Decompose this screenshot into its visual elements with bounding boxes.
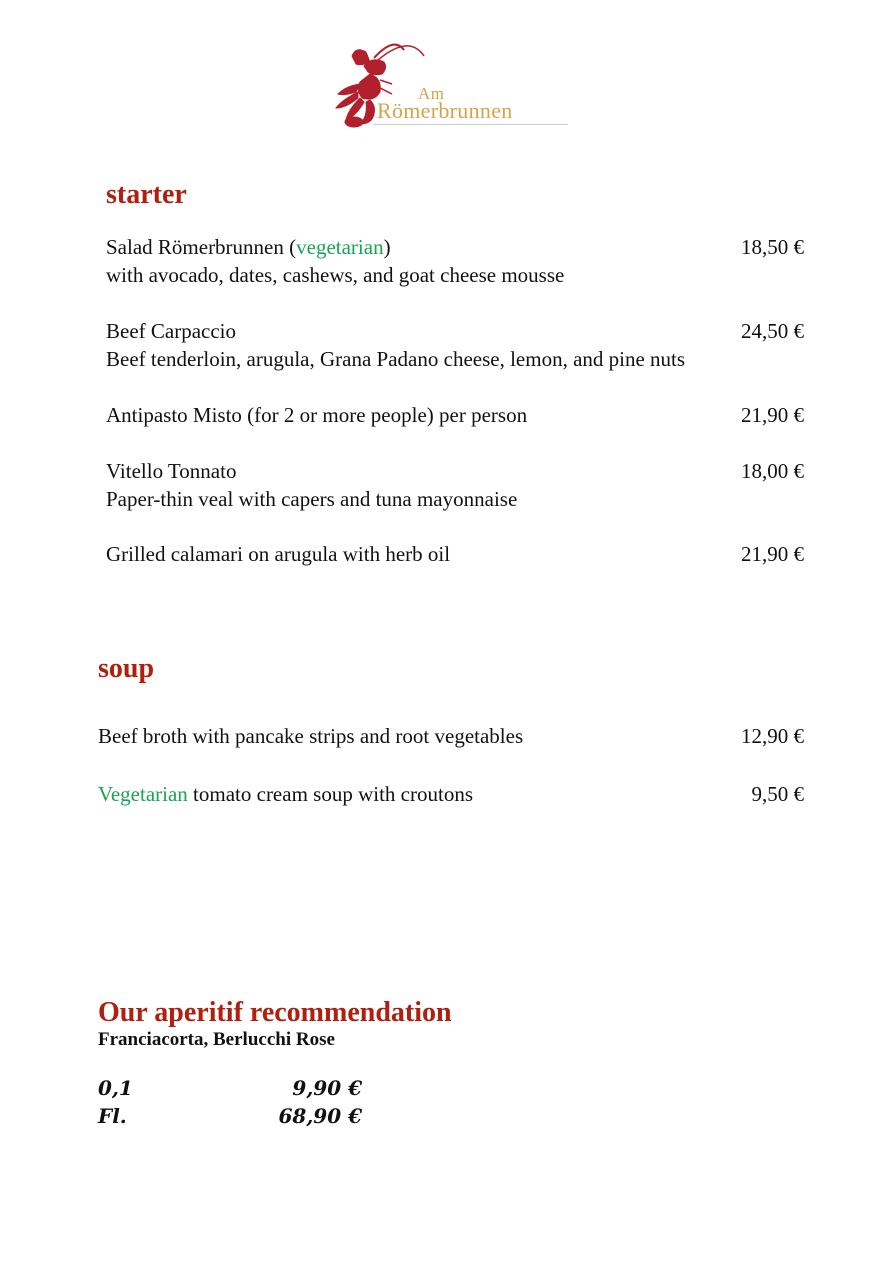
vegetarian-tag: Vegetarian: [98, 782, 188, 806]
menu-item-price: 21,90 €: [741, 403, 804, 427]
menu-item-name: Beef Carpaccio: [106, 319, 237, 343]
menu-item-price: 12,90 €: [741, 724, 804, 748]
menu-item-name: Salad Römerbrunnen (vegetarian): [106, 235, 391, 259]
logo-divider: [374, 124, 568, 125]
aperitif-size: 0,1: [98, 1076, 133, 1100]
starter-heading: starter: [106, 179, 187, 210]
menu-item-name: Beef broth with pancake strips and root vegetables: [98, 724, 524, 748]
menu-item-description: Beef tenderloin, arugula, Grana Padano cheese, lemon, and pine nuts: [106, 347, 686, 371]
menu-item-description: with avocado, dates, cashews, and goat cheese mousse: [106, 263, 565, 287]
menu-item-name: Grilled calamari on arugula with herb oil: [106, 542, 451, 566]
logo-name: Römerbrunnen: [377, 98, 513, 123]
menu-item-name: Antipasto Misto (for 2 or more people) per person: [106, 403, 528, 427]
menu-item-name: Vitello Tonnato: [106, 459, 237, 483]
menu-item-price: 9,50 €: [751, 782, 804, 806]
aperitif-wine: Franciacorta, Berlucchi Rose: [98, 1029, 335, 1050]
menu-item-price: 18,00 €: [741, 459, 804, 483]
soup-heading: soup: [98, 653, 155, 684]
menu-item-price: 18,50 €: [741, 235, 804, 259]
aperitif-price: 68,90 €: [278, 1104, 362, 1128]
aperitif-heading: Our aperitif recommendation: [98, 997, 452, 1028]
vegetarian-tag: vegetarian: [296, 235, 384, 259]
menu-item-price: 21,90 €: [741, 542, 804, 566]
logo-prefix: Am: [418, 84, 445, 103]
menu-item-name: Vegetarian tomato cream soup with croutons: [98, 782, 473, 806]
menu-item-description: Paper-thin veal with capers and tuna mayonnaise: [106, 487, 518, 511]
menu-item-price: 24,50 €: [741, 319, 804, 343]
aperitif-price: 9,90 €: [292, 1076, 362, 1100]
aperitif-size: Fl.: [98, 1104, 127, 1128]
